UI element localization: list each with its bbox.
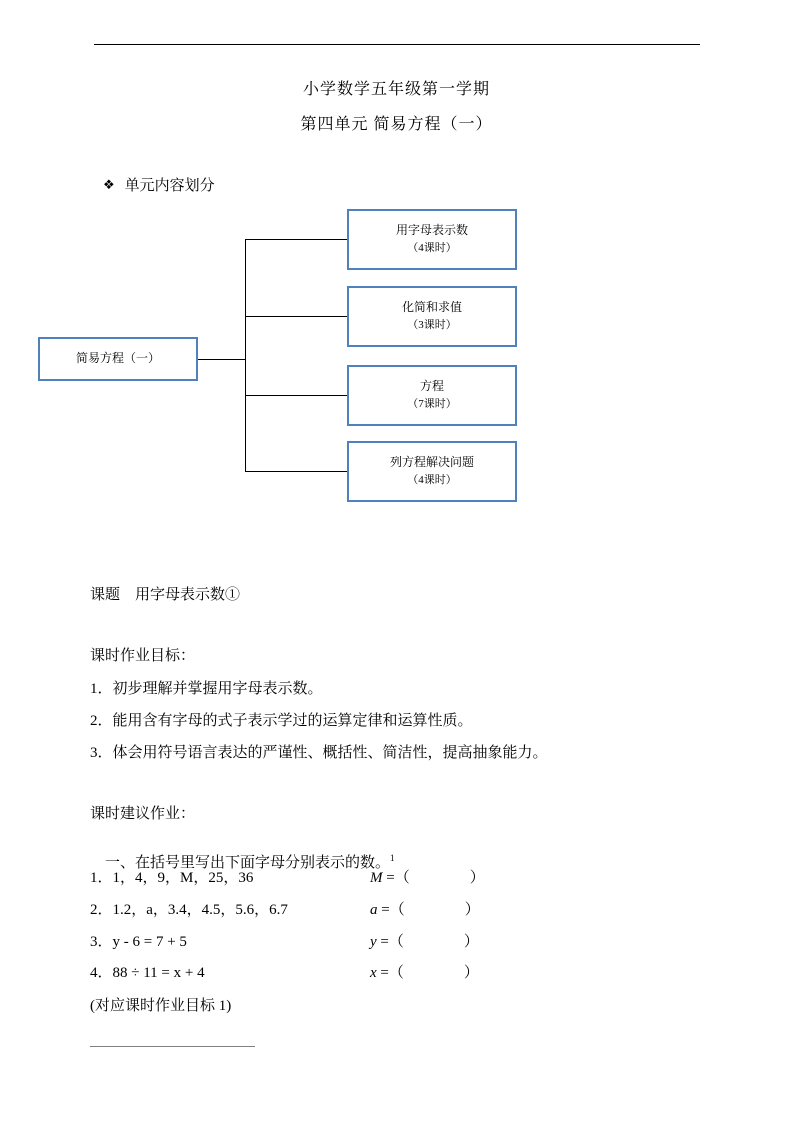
answer-blank: =（ ） <box>376 965 479 981</box>
exercise-answer <box>370 961 710 982</box>
unit-structure-diagram <box>0 200 793 520</box>
exercise-answer <box>370 866 710 887</box>
diagram-branch-node <box>347 286 517 347</box>
exercise-left: 3．y - 6 = 7 + 5 <box>90 934 187 950</box>
diagram-root-label: 简易方程（一） <box>75 351 160 366</box>
connector-line <box>245 239 347 240</box>
exercise-row <box>90 961 710 982</box>
exercise-var: y <box>370 934 377 950</box>
connector-line <box>245 395 347 396</box>
header-rule <box>94 44 700 45</box>
connector-line <box>245 316 347 317</box>
doc-subtitle: 第四单元 简易方程（一） <box>300 116 493 133</box>
branch-title: 方程 <box>419 379 444 394</box>
diagram-branch-node <box>347 441 517 502</box>
branch-subtitle: （4课时） <box>407 474 457 487</box>
exercise-var: M <box>370 870 383 886</box>
branch-subtitle: （4课时） <box>407 242 457 255</box>
exercise-var: x <box>370 965 377 981</box>
answer-blank: =（ ） <box>382 870 485 886</box>
connector-line <box>198 359 245 360</box>
diagram-branch-node <box>347 365 517 426</box>
answer-blank: =（ ） <box>376 934 479 950</box>
goal-item: 2．能用含有字母的式子表示学过的运算定律和运算性质。 <box>90 713 473 729</box>
exercise-answer <box>370 898 710 919</box>
exercise-row <box>90 898 710 919</box>
branch-title: 化简和求值 <box>401 300 462 315</box>
doc-title: 小学数学五年级第一学期 <box>302 81 490 98</box>
section-heading <box>103 174 215 195</box>
diagram-root-node <box>38 337 198 381</box>
lesson-topic: 课题 用字母表示数① <box>90 587 241 603</box>
exercise-left: 4．88 ÷ 11 = x + 4 <box>90 965 205 981</box>
exercise-left: 2．1.2，a，3.4，4.5，5.6，6.7 <box>90 902 288 918</box>
homework-heading: 课时建议作业： <box>90 806 196 822</box>
footnote-rule <box>90 1046 255 1047</box>
section-heading-label: 单元内容划分 <box>124 178 215 194</box>
branch-title: 列方程解决问题 <box>389 455 474 470</box>
connector-trunk-line <box>245 239 246 472</box>
exercise-row <box>90 866 710 887</box>
exercise-var: a <box>370 902 378 918</box>
branch-title: 用字母表示数 <box>395 223 468 238</box>
diagram-branch-node <box>347 209 517 270</box>
branch-subtitle: （7课时） <box>407 398 457 411</box>
diamond-bullet-icon: ❖ <box>103 177 115 192</box>
goals-heading: 课时作业目标： <box>90 648 196 664</box>
exercise-row <box>90 930 710 951</box>
exercise-intro-text: 一、在括号里写出下面字母分别表示的数。 <box>105 855 391 871</box>
answer-blank: =（ ） <box>377 902 480 918</box>
exercise-left: 1．1，4，9，M，25，36 <box>90 870 254 886</box>
exercise-answer <box>370 930 710 951</box>
footnote-ref: 1 <box>390 853 395 863</box>
goal-item: 3．体会用符号语言表达的严谨性、概括性、简洁性，提高抽象能力。 <box>90 745 548 761</box>
connector-line <box>245 471 347 472</box>
goal-item: 1．初步理解并掌握用字母表示数。 <box>90 681 323 697</box>
goal-note: (对应课时作业目标 1) <box>90 998 232 1014</box>
branch-subtitle: （3课时） <box>407 319 457 332</box>
